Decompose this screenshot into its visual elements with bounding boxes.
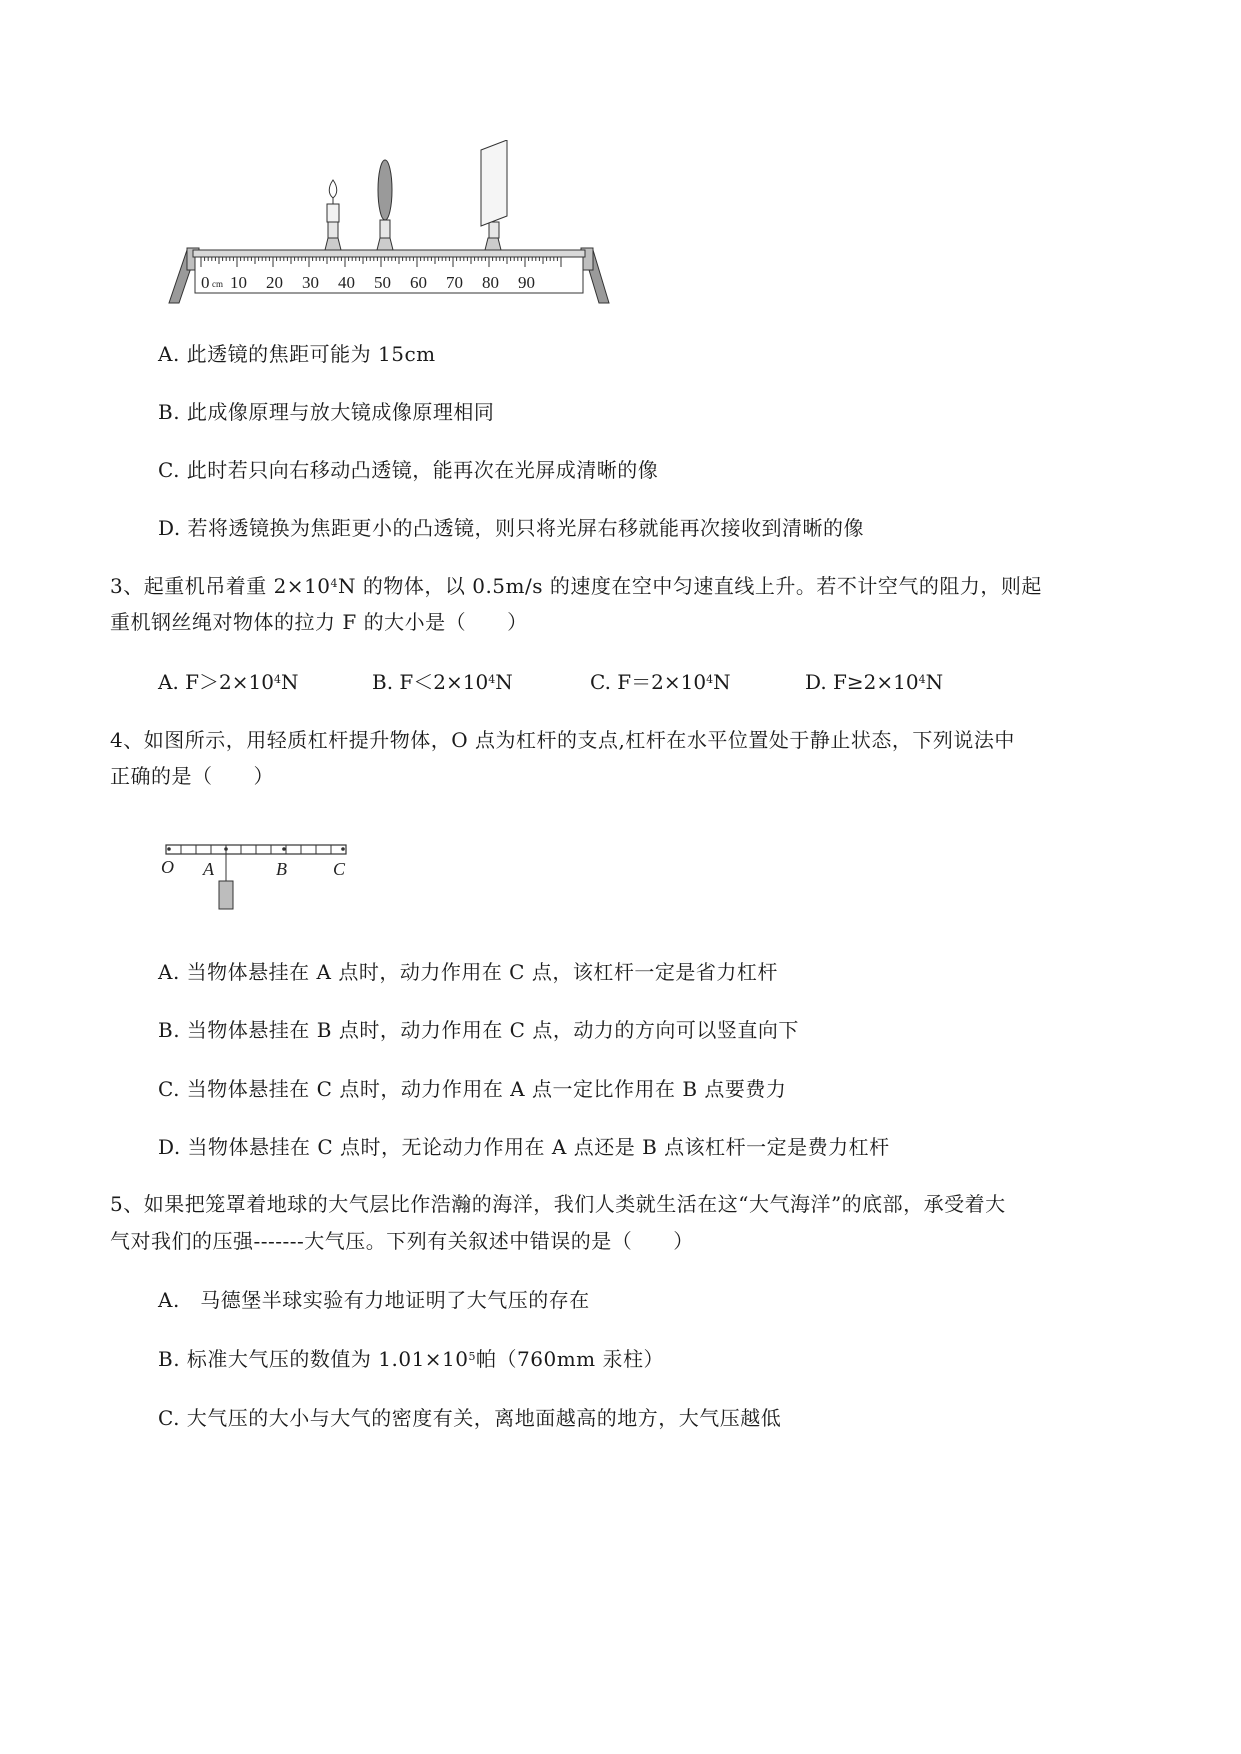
convex-lens (377, 160, 393, 250)
label-c: C (333, 859, 346, 879)
ruler-label-90: 90 (518, 273, 535, 292)
point-a-dot (224, 847, 228, 851)
q4-stem-line2: 正确的是（ ） (110, 764, 274, 788)
candle (325, 180, 341, 250)
q5-stem-line1: 5、如果把笼罩着地球的大气层比作浩瀚的海洋，我们人类就生活在这“大气海洋”的底部，承受着大 (110, 1192, 1006, 1216)
ruler-label-cm: cm (212, 279, 223, 289)
point-b-dot (282, 847, 286, 851)
q5-option-c: C. 大气压的大小与大气的密度有关，离地面越高的地方，大气压越低 (158, 1406, 782, 1430)
label-b: B (276, 859, 287, 879)
q2-option-b: B. 此成像原理与放大镜成像原理相同 (158, 400, 495, 424)
q2-option-c: C. 此时若只向右移动凸透镜，能再次在光屏成清晰的像 (158, 458, 659, 482)
ruler-label-80: 80 (482, 273, 499, 292)
ruler-label-30: 30 (302, 273, 319, 292)
q5-option-b: B. 标准大气压的数值为 $1.01\times 10^5$帕（760mm 汞柱） (158, 1347, 664, 1371)
q4-option-b: B. 当物体悬挂在 B 点时，动力作用在 C 点，动力的方向可以竖直向下 (158, 1018, 799, 1042)
ruler-label-40: 40 (338, 273, 355, 292)
lever-figure (158, 835, 358, 915)
q3-option-a: A. $F>2\times 10^4N$ (158, 670, 299, 694)
ruler-label-0: 0 (201, 273, 210, 292)
optical-bench-figure (165, 140, 615, 310)
ruler-label-20: 20 (266, 273, 283, 292)
ruler-label-10: 10 (230, 273, 247, 292)
q3-stem-line2: 重机钢丝绳对物体的拉力 F 的大小是（ ） (110, 610, 528, 634)
q3-stem-line1: 3、起重机吊着重 $2\times 10^4N$ 的物体，以 0.5m/s 的速度在空中匀速直线上升。若不计空气的阻力，则起 (110, 574, 1042, 598)
q4-option-a: A. 当物体悬挂在 A 点时，动力作用在 C 点，该杠杆一定是省力杠杆 (158, 960, 778, 984)
hanging-weight (219, 881, 233, 909)
q3-option-b: B. $F<2\times 10^4N$ (372, 670, 513, 694)
q3-option-d: D. $F\ge 2\times 10^4N$ (805, 670, 944, 694)
pivot-o-dot (167, 847, 171, 851)
q2-option-a: A. 此透镜的焦距可能为 15cm (158, 342, 436, 366)
point-c-dot (341, 847, 345, 851)
q4-option-d: D. 当物体悬挂在 C 点时，无论动力作用在 A 点还是 B 点该杠杆一定是费力杠杆 (158, 1135, 890, 1159)
q5-stem-line2: 气对我们的压强-------大气压。下列有关叙述中错误的是（ ） (110, 1229, 694, 1253)
q4-option-c: C. 当物体悬挂在 C 点时，动力作用在 A 点一定比作用在 B 点要费力 (158, 1077, 787, 1101)
q3-option-c: C. $F=2\times 10^4N$ (590, 670, 731, 694)
light-screen (481, 140, 507, 250)
bench-rail (193, 250, 585, 257)
label-a: A (203, 859, 214, 879)
q2-option-d: D. 若将透镜换为焦距更小的凸透镜，则只将光屏右移就能再次接收到清晰的像 (158, 516, 865, 540)
ruler-label-70: 70 (446, 273, 463, 292)
q5-option-a: A. 马德堡半球实验有力地证明了大气压的存在 (158, 1288, 590, 1312)
ruler-label-50: 50 (374, 273, 391, 292)
label-o: O (161, 857, 174, 877)
ruler-label-60: 60 (410, 273, 427, 292)
q4-stem-line1: 4、如图所示，用轻质杠杆提升物体，O 点为杠杆的支点,杠杆在水平位置处于静止状态，下列说法中 (110, 728, 1015, 752)
